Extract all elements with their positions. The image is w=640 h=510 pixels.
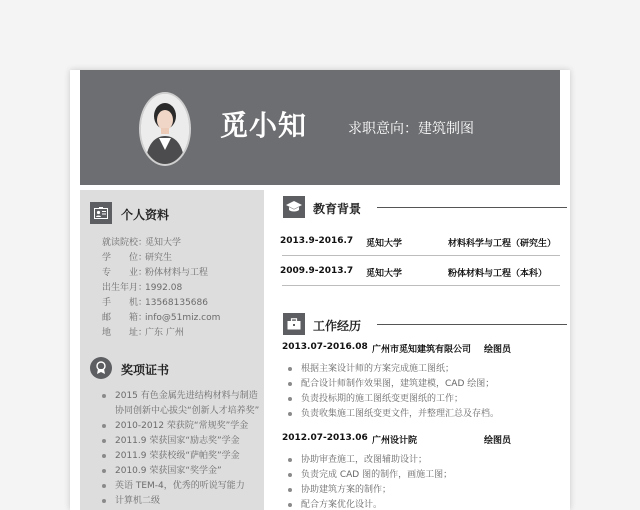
left-column (80, 190, 264, 510)
award-icon (90, 357, 112, 379)
divider (282, 285, 560, 286)
briefcase-icon (283, 313, 305, 335)
section-rule (377, 207, 567, 208)
work-duty: 根据主案设计师的方案完成施工图纸； (288, 361, 454, 374)
info-item-phone: 手 机：13568135686 (102, 298, 208, 308)
work-duty: 负责完成 CAD 图的制作，画施工图； (288, 467, 452, 480)
info-item-school: 就读院校：觅知大学 (102, 238, 182, 248)
award-item: 计算机二级 (102, 493, 160, 506)
award-item: 2011.9 荣获国家“励志奖”学金 (102, 433, 240, 446)
divider (282, 255, 560, 256)
education-title: 教育背景 (313, 202, 362, 216)
award-item: 2010-2012 荣获院“常规奖”学金 (102, 418, 248, 431)
work-duty: 配合设计师制作效果图，建筑建模，CAD 绘图； (288, 376, 494, 389)
person-icon (141, 94, 189, 164)
info-item-degree: 学 位：研究生 (102, 253, 173, 263)
info-item-birth: 出生年月：1992.08 (102, 283, 183, 293)
info-item-major: 专 业：粉体材料与工程 (102, 268, 209, 278)
work-duty: 负责收集施工图纸变更文件，并整理汇总及存档。 (288, 406, 499, 419)
award-item: 2015 有色金属先进结构材料与制造 (102, 388, 258, 401)
work-duty: 协助审查施工，改图辅助设计； (288, 452, 427, 465)
award-item: 协同创新中心拔尖“创新人才培养奖” (115, 406, 260, 416)
work-duty: 负责投标期的施工图纸变更图纸的工作； (288, 391, 463, 404)
award-item: 2011.9 荣获校级“萨帕奖”学金 (102, 448, 240, 461)
resume-header (80, 70, 560, 185)
section-rule (377, 324, 567, 325)
job-intent: 求职意向：建筑制图 (348, 121, 474, 137)
info-item-email: 邮 箱：info@51miz.com (102, 313, 221, 323)
work-title: 工作经历 (313, 319, 362, 333)
info-item-address: 地 址：广东 广州 (102, 328, 184, 338)
award-item: 英语 TEM-4，优秀的听说写能力 (102, 478, 245, 491)
award-item: 2010.9 荣获国家“奖学金” (102, 463, 222, 476)
id-card-icon (90, 202, 112, 224)
candidate-name: 觅小知 (220, 109, 308, 142)
awards-title: 奖项证书 (121, 363, 170, 377)
personal-title: 个人资料 (121, 208, 170, 222)
work-duty: 配合方案优化设计。 (288, 497, 382, 510)
graduation-cap-icon (283, 196, 305, 218)
resume-page: 觅小知 求职意向：建筑制图 个人资料 就读院校：觅知大学 学 位：研究生 专 业：粉体材料与工程 出生年月：1992.08 手 机：13568135686 邮 箱：info@51miz.com 地 址：广东 广州 奖项证书 2015 有色金属先进结构材料与制造 协同创新中心拔尖“创新人才培养奖” 2010-2012 荣获院“常规奖”学金 2011.9 荣获国家“励志奖”学金 2011.9 荣获校级“萨帕奖”学金 2010.9 荣获国家“奖学金” 英语 TEM-4，优秀的听说写能力 计算机二级 教育背景 2013.9-2016.7 觅知大学 材料科学与工程（研究生） 2009.9-2013.7 觅知大学 粉体材料与工程（本科） 工作经历 2013.07-2016.08 广州市觅知建筑有限公司 绘图员 根据主案设计师的方案完成施工图纸； 配合设计师制作效果图，建筑建模，CAD 绘图； 负责投标期的施工图纸变更图纸的工作； 负责收集施工图纸变更文件，并整理汇总及存档。 2012.07-2013.06 广州设计院 绘图员 协助审查施工，改图辅助设计； 负责完成 CAD 图的制作，画施工图； 协助建筑方案的制作； 配合方案优化设计。 (70, 70, 570, 510)
profile-photo (141, 94, 189, 164)
work-duty: 协助建筑方案的制作； (288, 482, 391, 495)
